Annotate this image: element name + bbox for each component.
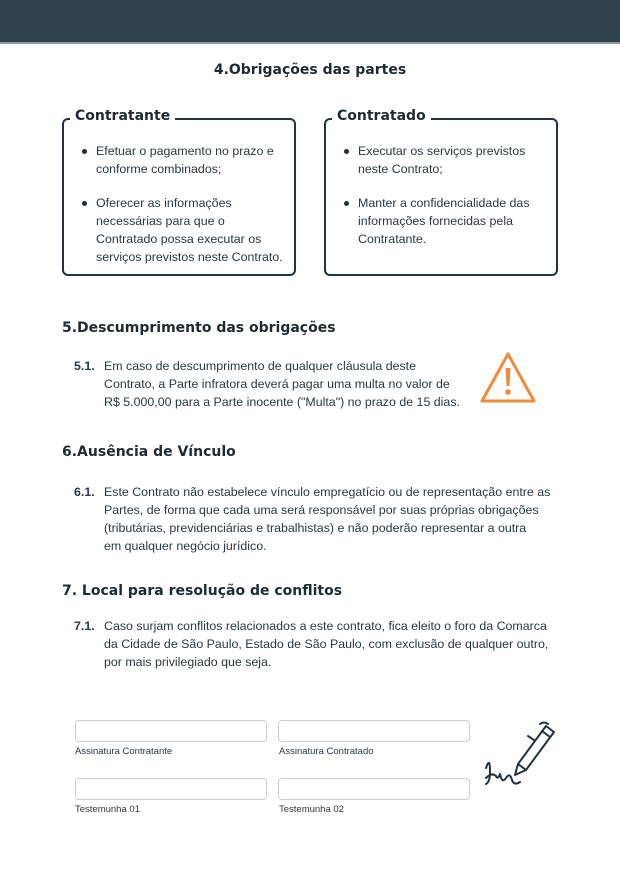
contratante-box — [62, 108, 296, 276]
clause-line: em qualquer negócio jurídico. — [104, 539, 267, 553]
clause-5-1 — [74, 357, 474, 413]
contratado-box — [324, 108, 558, 276]
clause-line: Em caso de descumprimento de qualquer cláusula deste — [104, 359, 417, 373]
clause-7-1 — [74, 617, 564, 673]
signature-contratante-label: Assinatura Contratante — [75, 746, 173, 757]
signature-contratado-field[interactable] — [278, 720, 470, 742]
clause-line: R$ 5.000,00 para a Parte inocente ("Multa") no prazo de 15 dias. — [104, 395, 460, 409]
clause-line: Contrato, a Parte infratora deverá pagar uma multa no valor de — [104, 377, 450, 391]
clause-6-1 — [74, 483, 564, 557]
section-6-title: 6.Ausência de Vínculo — [62, 444, 236, 460]
clause-number: 5.1. — [74, 359, 95, 373]
pen-signature-icon — [482, 720, 562, 792]
clause-line: da Cidade de São Paulo, Estado de São Paulo, com exclusão de qualquer outro, — [104, 637, 549, 651]
signature-contratante-field[interactable] — [75, 720, 267, 742]
clause-number: 6.1. — [74, 485, 95, 499]
clause-line: por mais privilegiado que seja. — [104, 655, 272, 669]
witness-1-field[interactable] — [75, 778, 267, 800]
clause-number: 7.1. — [74, 619, 95, 633]
clause-line: Partes, de forma que cada uma será responsável por suas próprias obrigações — [104, 503, 539, 517]
clause-line: Este Contrato não estabelece vínculo empregatício ou de representação entre as — [104, 485, 551, 499]
contratante-obligations-list — [78, 142, 286, 282]
witness-2-label: Testemunha 02 — [279, 804, 344, 815]
clause-line: Caso surjam conflitos relacionados a este contrato, fica eleito o foro da Comarca — [104, 619, 547, 633]
header-bar — [0, 0, 620, 44]
list-item: Executar os serviços previstos neste Contrato; — [340, 142, 548, 178]
contratado-title: Contratado — [332, 108, 431, 124]
contratante-title: Contratante — [70, 108, 175, 124]
contratado-obligations-list — [340, 142, 548, 264]
warning-triangle-icon — [478, 350, 538, 406]
list-item: Manter a confidencialidade das informações fornecidas pela Contratante. — [340, 194, 548, 248]
section-4-title: 4.Obrigações das partes — [213, 62, 407, 78]
witness-1-label: Testemunha 01 — [75, 804, 140, 815]
clause-line: (tributárias, previdenciárias e trabalhistas) e não poderão representar a outra — [104, 521, 527, 535]
witness-2-field[interactable] — [278, 778, 470, 800]
section-7-title: 7. Local para resolução de conflitos — [62, 583, 343, 599]
list-item: Oferecer as informações necessárias para que o Contratado possa executar os serviços previstos neste Contrato. — [78, 194, 286, 266]
signature-contratado-label: Assinatura Contratado — [279, 746, 374, 757]
section-5-title: 5.Descumprimento das obrigações — [62, 320, 336, 336]
list-item: Efetuar o pagamento no prazo e conforme combinados; — [78, 142, 286, 178]
